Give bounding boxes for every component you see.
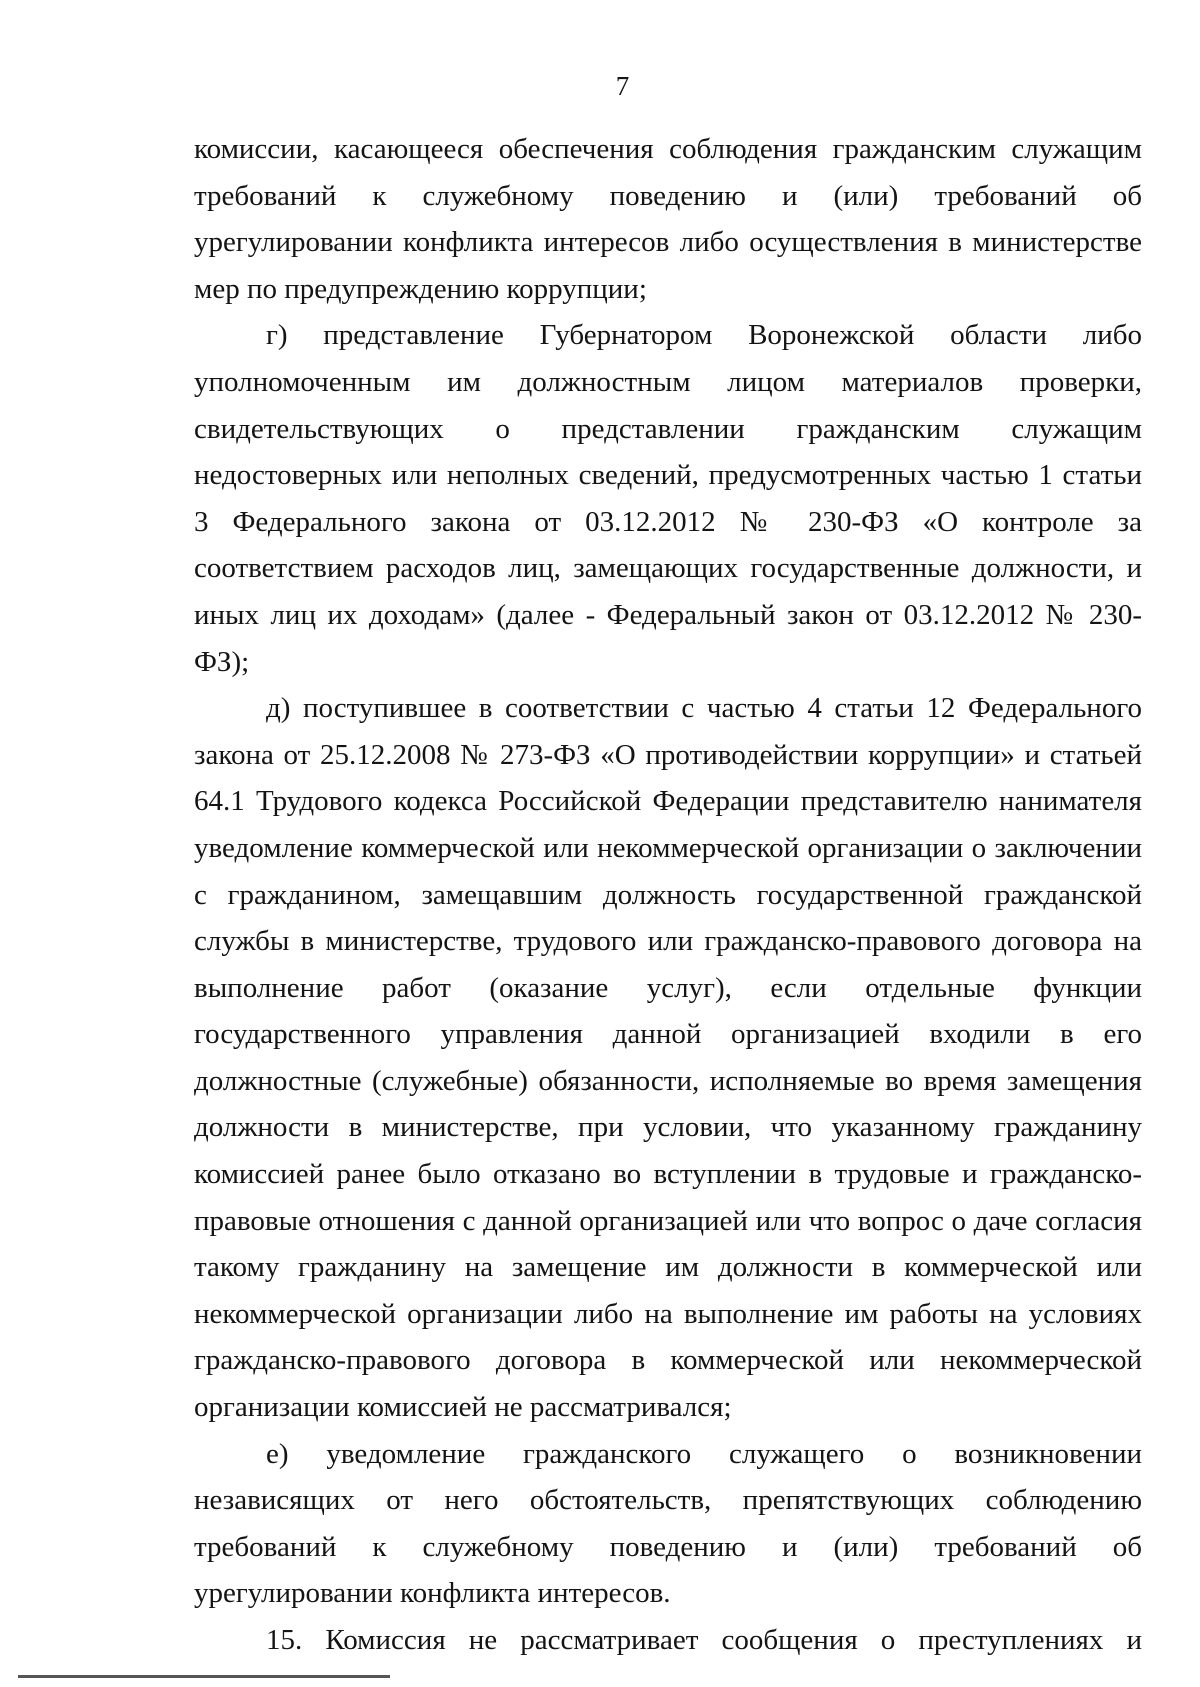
paragraph-item-d: д) поступившее в соответствии с частью 4 статьи 12 Федерального закона от 25.12.2008 № 273-ФЗ «О противодействии коррупции» и статьей 64.1 Трудового кодекса Российской Федерации представителю нанимателя уведомление коммерческой или некоммерческой организации о заключении с гражданином, замещавшим должность государственной гражданской службы в министерстве, трудового или гражданско-правового договора на выполнение работ (оказание услуг), если отдельные функции государственного управления данной организацией входили в его должностные (служебные) обязанности, исполняемые во время замещения должности в министерстве, при условии, что указанному гражданину комиссией ранее было отказано во вступлении в трудовые и гражданско-правовые отношения с данной организацией или что вопрос о даче согласия такому гражданину на замещение им должности в коммерческой или некоммерческой организации либо на выполнение им работы на условиях гражданско-правового договора в коммерческой или некоммерческой организации комиссией не рассматривался;: [194, 692, 1142, 1424]
paragraph-continuation: комиссии, касающееся обеспечения соблюдения гражданским служащим требований к служебному поведению и (или) требований об урегулировании конфликта интересов либо осуществления в министерстве мер по предупреждению коррупции;: [194, 133, 1142, 305]
paragraph-15: 15. Комиссия не рассматривает сообщения о преступлениях и: [266, 1624, 1142, 1656]
page-number: 7: [615, 71, 630, 101]
body-text: [194, 126, 1142, 1664]
paragraph-item-e: е) уведомление гражданского служащего о возникновении независящих от него обстоятельств, препятствующих соблюдению требований к служебному поведению и (или) требований об урегулировании конфликта интересов.: [194, 1437, 1142, 1610]
paragraph-item-g: г) представление Губернатором Воронежской области либо уполномоченным им должностным лицом материалов проверки, свидетельствующих о представлении гражданским служащим недостоверных или неполных сведений, предусмотренных частью 1 статьи 3 Федерального закона от 03.12.2012 № 230-ФЗ «О контроле за соответствием расходов лиц, замещающих государственные должности, и иных лиц их доходам» (далее - Федеральный закон от 03.12.2012 № 230-ФЗ);: [194, 319, 1142, 678]
scan-edge-line: [18, 1675, 390, 1678]
